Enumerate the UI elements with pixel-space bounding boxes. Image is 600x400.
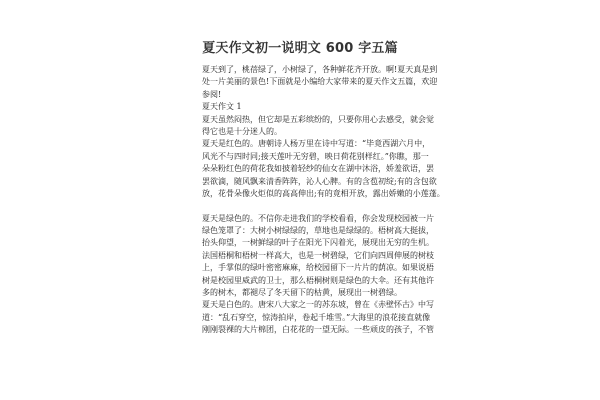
text-line: 上，手掌似的绿叶密密麻麻，给校园留下一片片的荫凉。如果说梧: [202, 263, 434, 273]
text-line: 夏天是白色的。唐宋八大家之一的苏东坡，曾在《赤壁怀古》中写: [202, 300, 434, 310]
text-line: 罢欲滴，随风飘来清香阵阵，沁人心脾。有的含苞初绽;有的含包欲: [202, 176, 437, 186]
text-line: 参阅!: [202, 89, 222, 99]
text-line: 绿色笼罩了：大树小树绿绿的，草地也是绿绿的。梧树高大挺拔，: [202, 226, 434, 236]
text-line: 夏天作文 1: [202, 102, 242, 112]
text-line: 刚刚裂裸的大片棉团，白花花的一望无际。一些顽皮的孩子，不管: [202, 325, 434, 335]
blank-line: [202, 200, 402, 212]
text-line: 道：“乱石穿空，惊涛拍岸，卷起千堆雪。”大海里的浪花接直就像: [202, 312, 431, 322]
text-line: 朵朵粉红色的荷花我如披着轻纱的仙女在湖中沐浴，娇羞欲语，罢: [202, 164, 434, 174]
text-line: 风光不与四时同;接天莲叶无穷碧，映日荷花别样红。”你瞧，那一: [202, 151, 429, 161]
text-line: 夏天是绿色的。不信你走进我们的学校看看，你会发现校园被一片: [202, 213, 434, 223]
text-line: 夏天到了，桃蓓绿了，小树绿了，各种鲜花齐开放。啊!夏天真是到: [202, 65, 438, 74]
text-line: 夏天虽然闷热，但它却是五彩缤纷的，只要你用心去感受，就会觉: [202, 114, 434, 124]
text-line: 树是校园里威武的卫士，那么梧桐树则是绿色的大伞。还有其他许: [202, 275, 434, 285]
text-line: 夏天是红色的。唐朝诗人杨万里在诗中写道：“毕竟西湖六月中，: [202, 139, 431, 149]
article-body: [202, 64, 445, 337]
text-line: 多的树木，都褪尽了冬天留下的枯黄，展现出一树碧绿。: [202, 288, 402, 298]
text-line: 法国梧桐和梧树一样高大，也是一树碧绿，它们向四周伸展的树枝: [202, 250, 434, 260]
text-line: 得它也是十分迷人的。: [202, 126, 282, 136]
text-line: 抬头仰望，一树鲜绿的叶子在阳光下闪着光，展现出无穷的生机。: [202, 238, 434, 248]
text-line: 处一片美丽的景色!下面就是小编给大家带来的夏天作文五篇，欢迎: [202, 77, 438, 87]
page-title: 夏天作文初一说明文 600 字五篇: [202, 41, 398, 56]
text-line: 放，花骨朵像火炬似的高高伸出;有的竟相开放，露出娇嫩的小莲蓬。: [202, 188, 445, 198]
